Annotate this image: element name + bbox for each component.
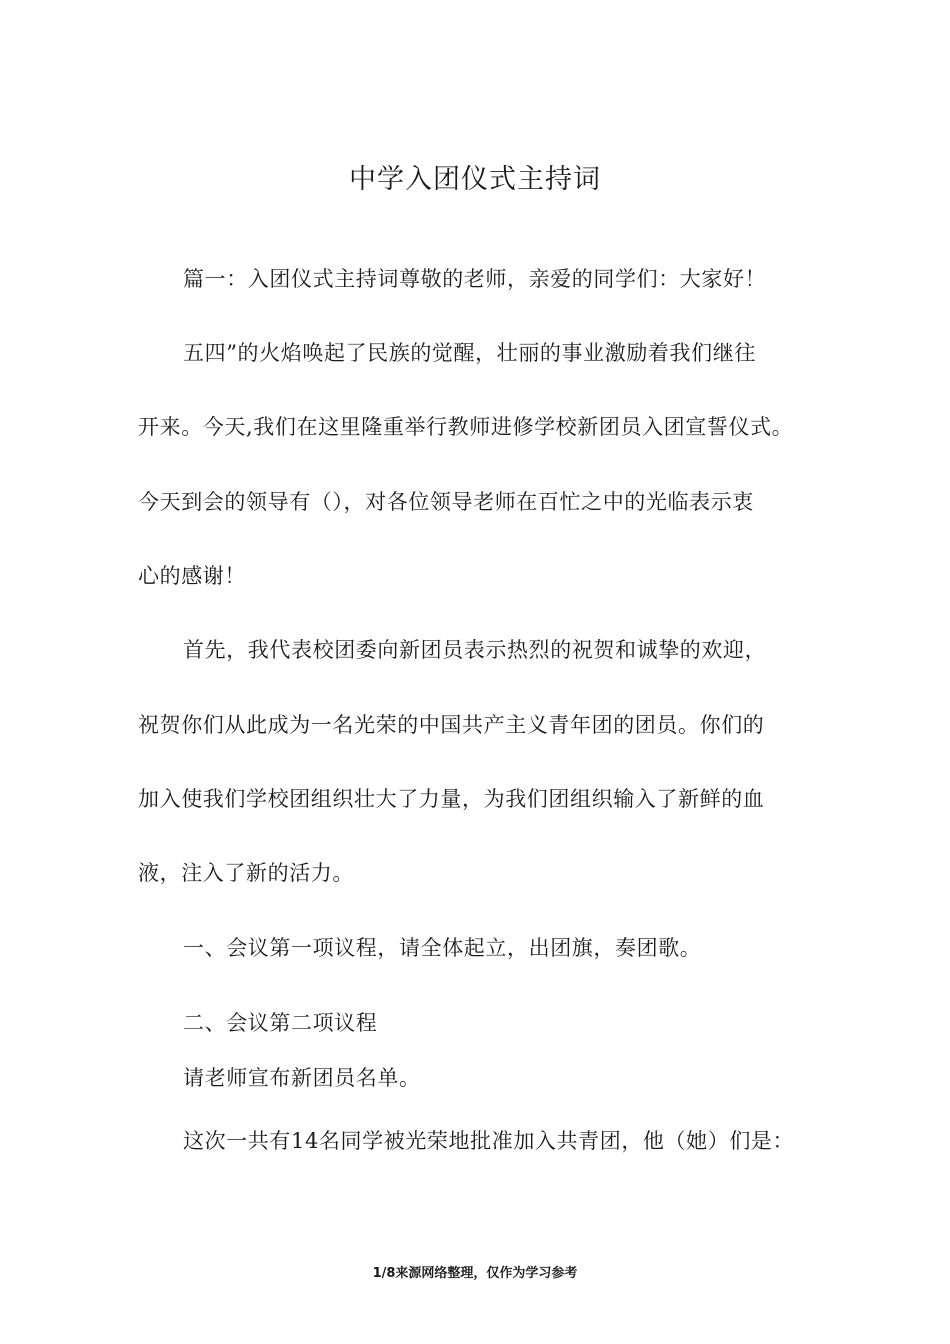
paragraph-line: 开来。今天,我们在这里隆重举行教师进修学校新团员入团宣誓仪式。: [138, 415, 794, 439]
page-footer: 1/8来源网络整理，仅作为学习参考: [372, 1266, 578, 1281]
paragraph-line: 心的感谢！: [138, 564, 246, 588]
paragraph-line: 请老师宣布新团员名单。: [183, 1066, 421, 1090]
paragraph-line: 首先，我代表校团委向新团员表示热烈的祝贺和诚挚的欢迎，: [183, 638, 767, 662]
agenda-item-2: 二、会议第二项议程: [183, 1011, 378, 1035]
paragraph-line: 今天到会的领导有（），对各位领导老师在百忙之中的光临表示衷: [138, 490, 754, 514]
paragraph-line: 液，注入了新的活力。: [138, 861, 354, 885]
paragraph-line: 这次一共有14名同学被光荣地批准加入共青团，他（她）们是：: [183, 1129, 795, 1153]
paragraph-line: 五四”的火焰唤起了民族的觉醒，壮丽的事业激励着我们继往: [183, 341, 756, 365]
paragraph-line: 加入使我们学校团组织壮大了力量，为我们团组织输入了新鲜的血: [138, 787, 765, 811]
page-title: 中学入团仪式主持词: [349, 164, 601, 195]
agenda-item-1: 一、会议第一项议程，请全体起立，出团旗，奏团歌。: [183, 936, 702, 960]
paragraph-line: 祝贺你们从此成为一名光荣的中国共产主义青年团的团员。你们的: [138, 713, 765, 737]
paragraph-line: 篇一：入团仪式主持词尊敬的老师，亲爱的同学们：大家好！: [183, 267, 767, 291]
